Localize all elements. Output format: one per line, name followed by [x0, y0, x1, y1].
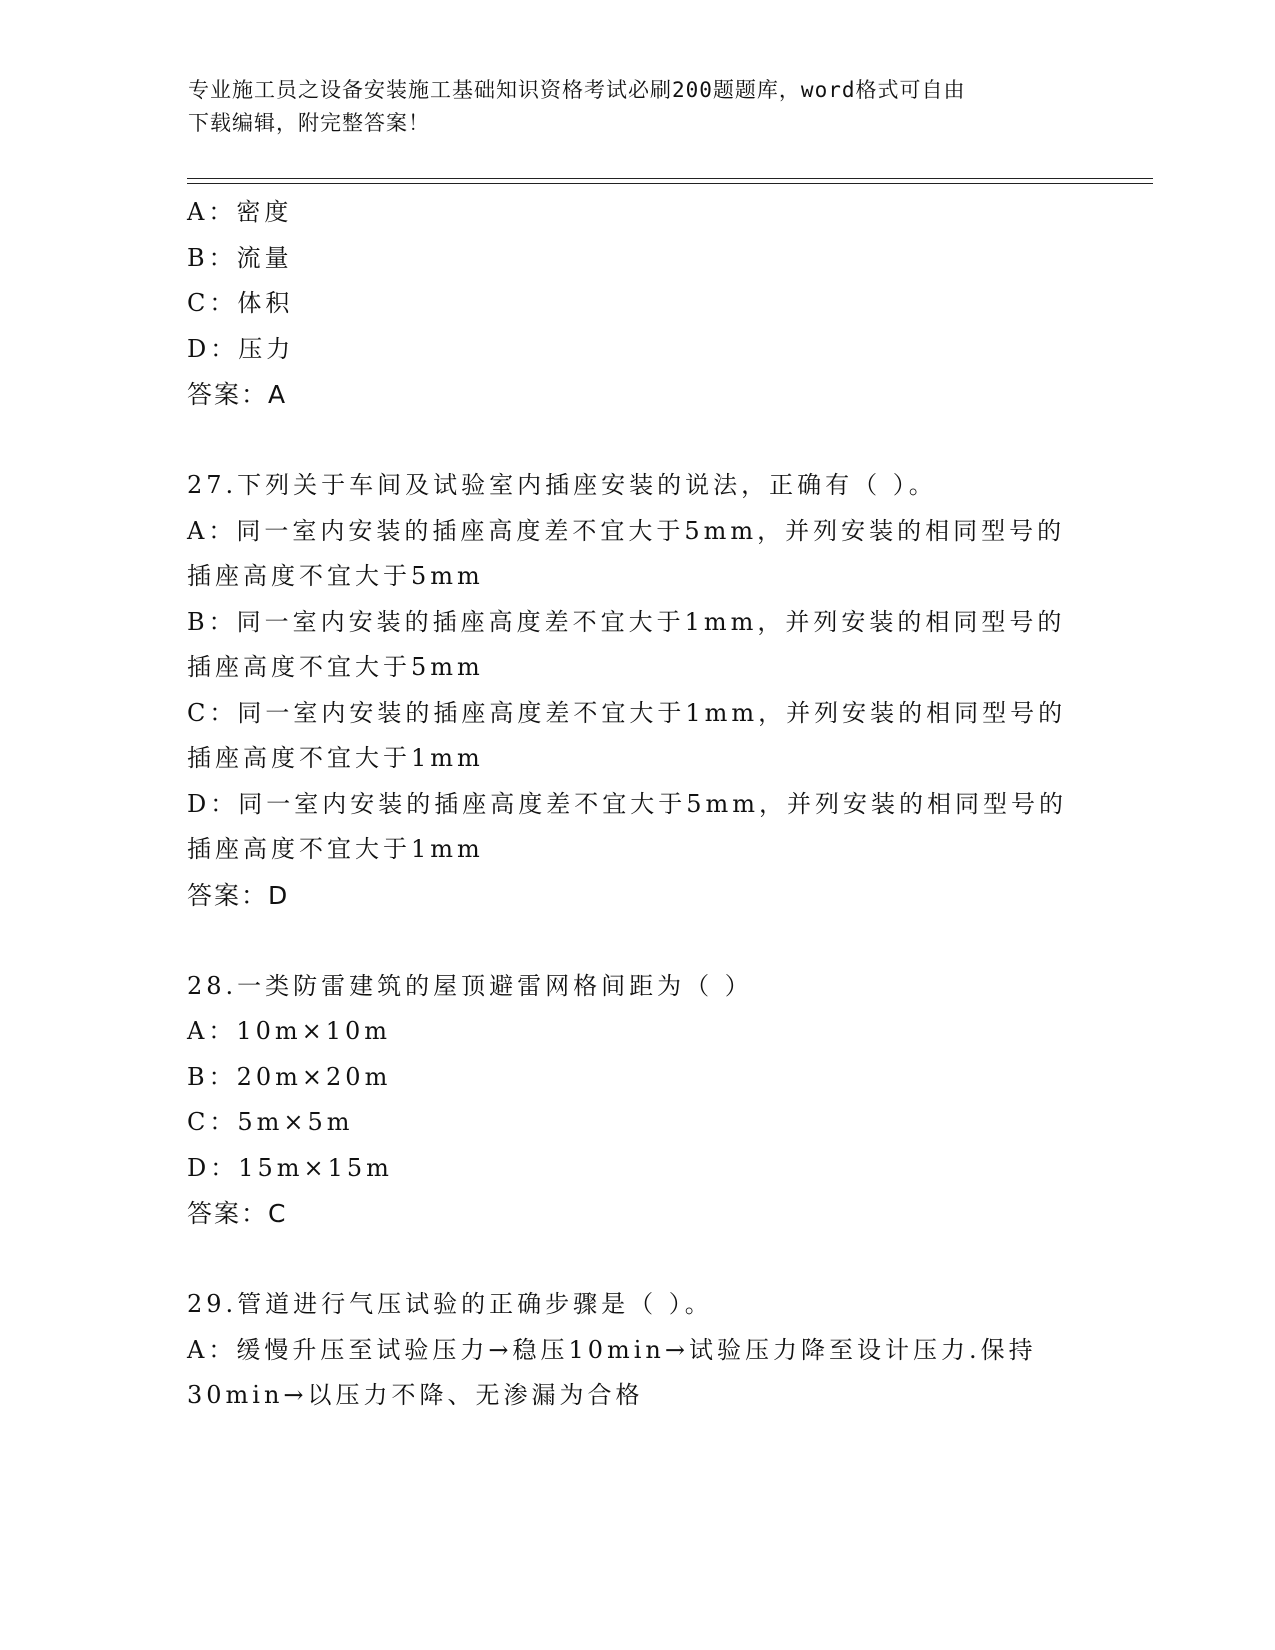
answer-line: 答案：A [187, 380, 288, 409]
question-stem: 27.下列关于车间及试验室内插座安装的说法，正确有（ ）。 [187, 471, 937, 499]
header-rule-bottom [187, 183, 1153, 184]
question-29 [187, 1282, 1087, 1419]
spacer [187, 1237, 1087, 1283]
question-stem: 29.管道进行气压试验的正确步骤是（ ）。 [187, 1290, 713, 1318]
question-28 [187, 964, 1087, 1237]
option-b-line-2: 插座高度不宜大于5mm [187, 653, 484, 681]
option-a: A：密度 [187, 198, 293, 226]
question-27 [187, 463, 1087, 918]
question-stem: 28.一类防雷建筑的屋顶避雷网格间距为（ ） [187, 971, 753, 1000]
header-rule-top [187, 178, 1153, 179]
answer-line: 答案：C [187, 1199, 288, 1228]
option-a-line-2: 30min→以压力不降、无渗漏为合格 [187, 1381, 644, 1409]
header-line-2: 下载编辑，附完整答案！ [188, 111, 430, 135]
option-c-line-1: C：同一室内安装的插座高度差不宜大于1mm，并列安装的相同型号的 [187, 698, 1067, 727]
option-c: C：体积 [187, 289, 294, 317]
option-a-line-2: 插座高度不宜大于5mm [187, 562, 484, 590]
question-26 [187, 190, 1087, 418]
spacer [187, 918, 1087, 964]
option-d-line-1: D：同一室内安装的插座高度差不宜大于5mm，并列安装的相同型号的 [187, 789, 1068, 818]
option-d: D：压力 [187, 334, 295, 363]
option-d: D：15m×15m [187, 1153, 393, 1182]
spacer [187, 418, 1087, 464]
option-b: B：流量 [187, 243, 293, 272]
document-header [188, 74, 1068, 140]
answer-line: 答案：D [187, 880, 290, 910]
option-a-line-1: A：缓慢升压至试验压力→稳压10min→试验压力降至设计压力.保持 [187, 1335, 1037, 1364]
option-c: C：5m×5m [187, 1108, 354, 1136]
option-c-line-2: 插座高度不宜大于1mm [187, 744, 484, 772]
option-d-line-2: 插座高度不宜大于1mm [187, 835, 484, 863]
option-b: B：20m×20m [187, 1062, 392, 1091]
header-line-1: 专业施工员之设备安装施工基础知识资格考试必刷200题题库，word格式可自由 [188, 78, 966, 102]
option-b-line-1: B：同一室内安装的插座高度差不宜大于1mm，并列安装的相同型号的 [187, 607, 1066, 636]
option-a: A：10m×10m [187, 1017, 392, 1045]
option-a-line-1: A：同一室内安装的插座高度差不宜大于5mm，并列安装的相同型号的 [187, 516, 1066, 545]
question-content [187, 190, 1087, 1419]
